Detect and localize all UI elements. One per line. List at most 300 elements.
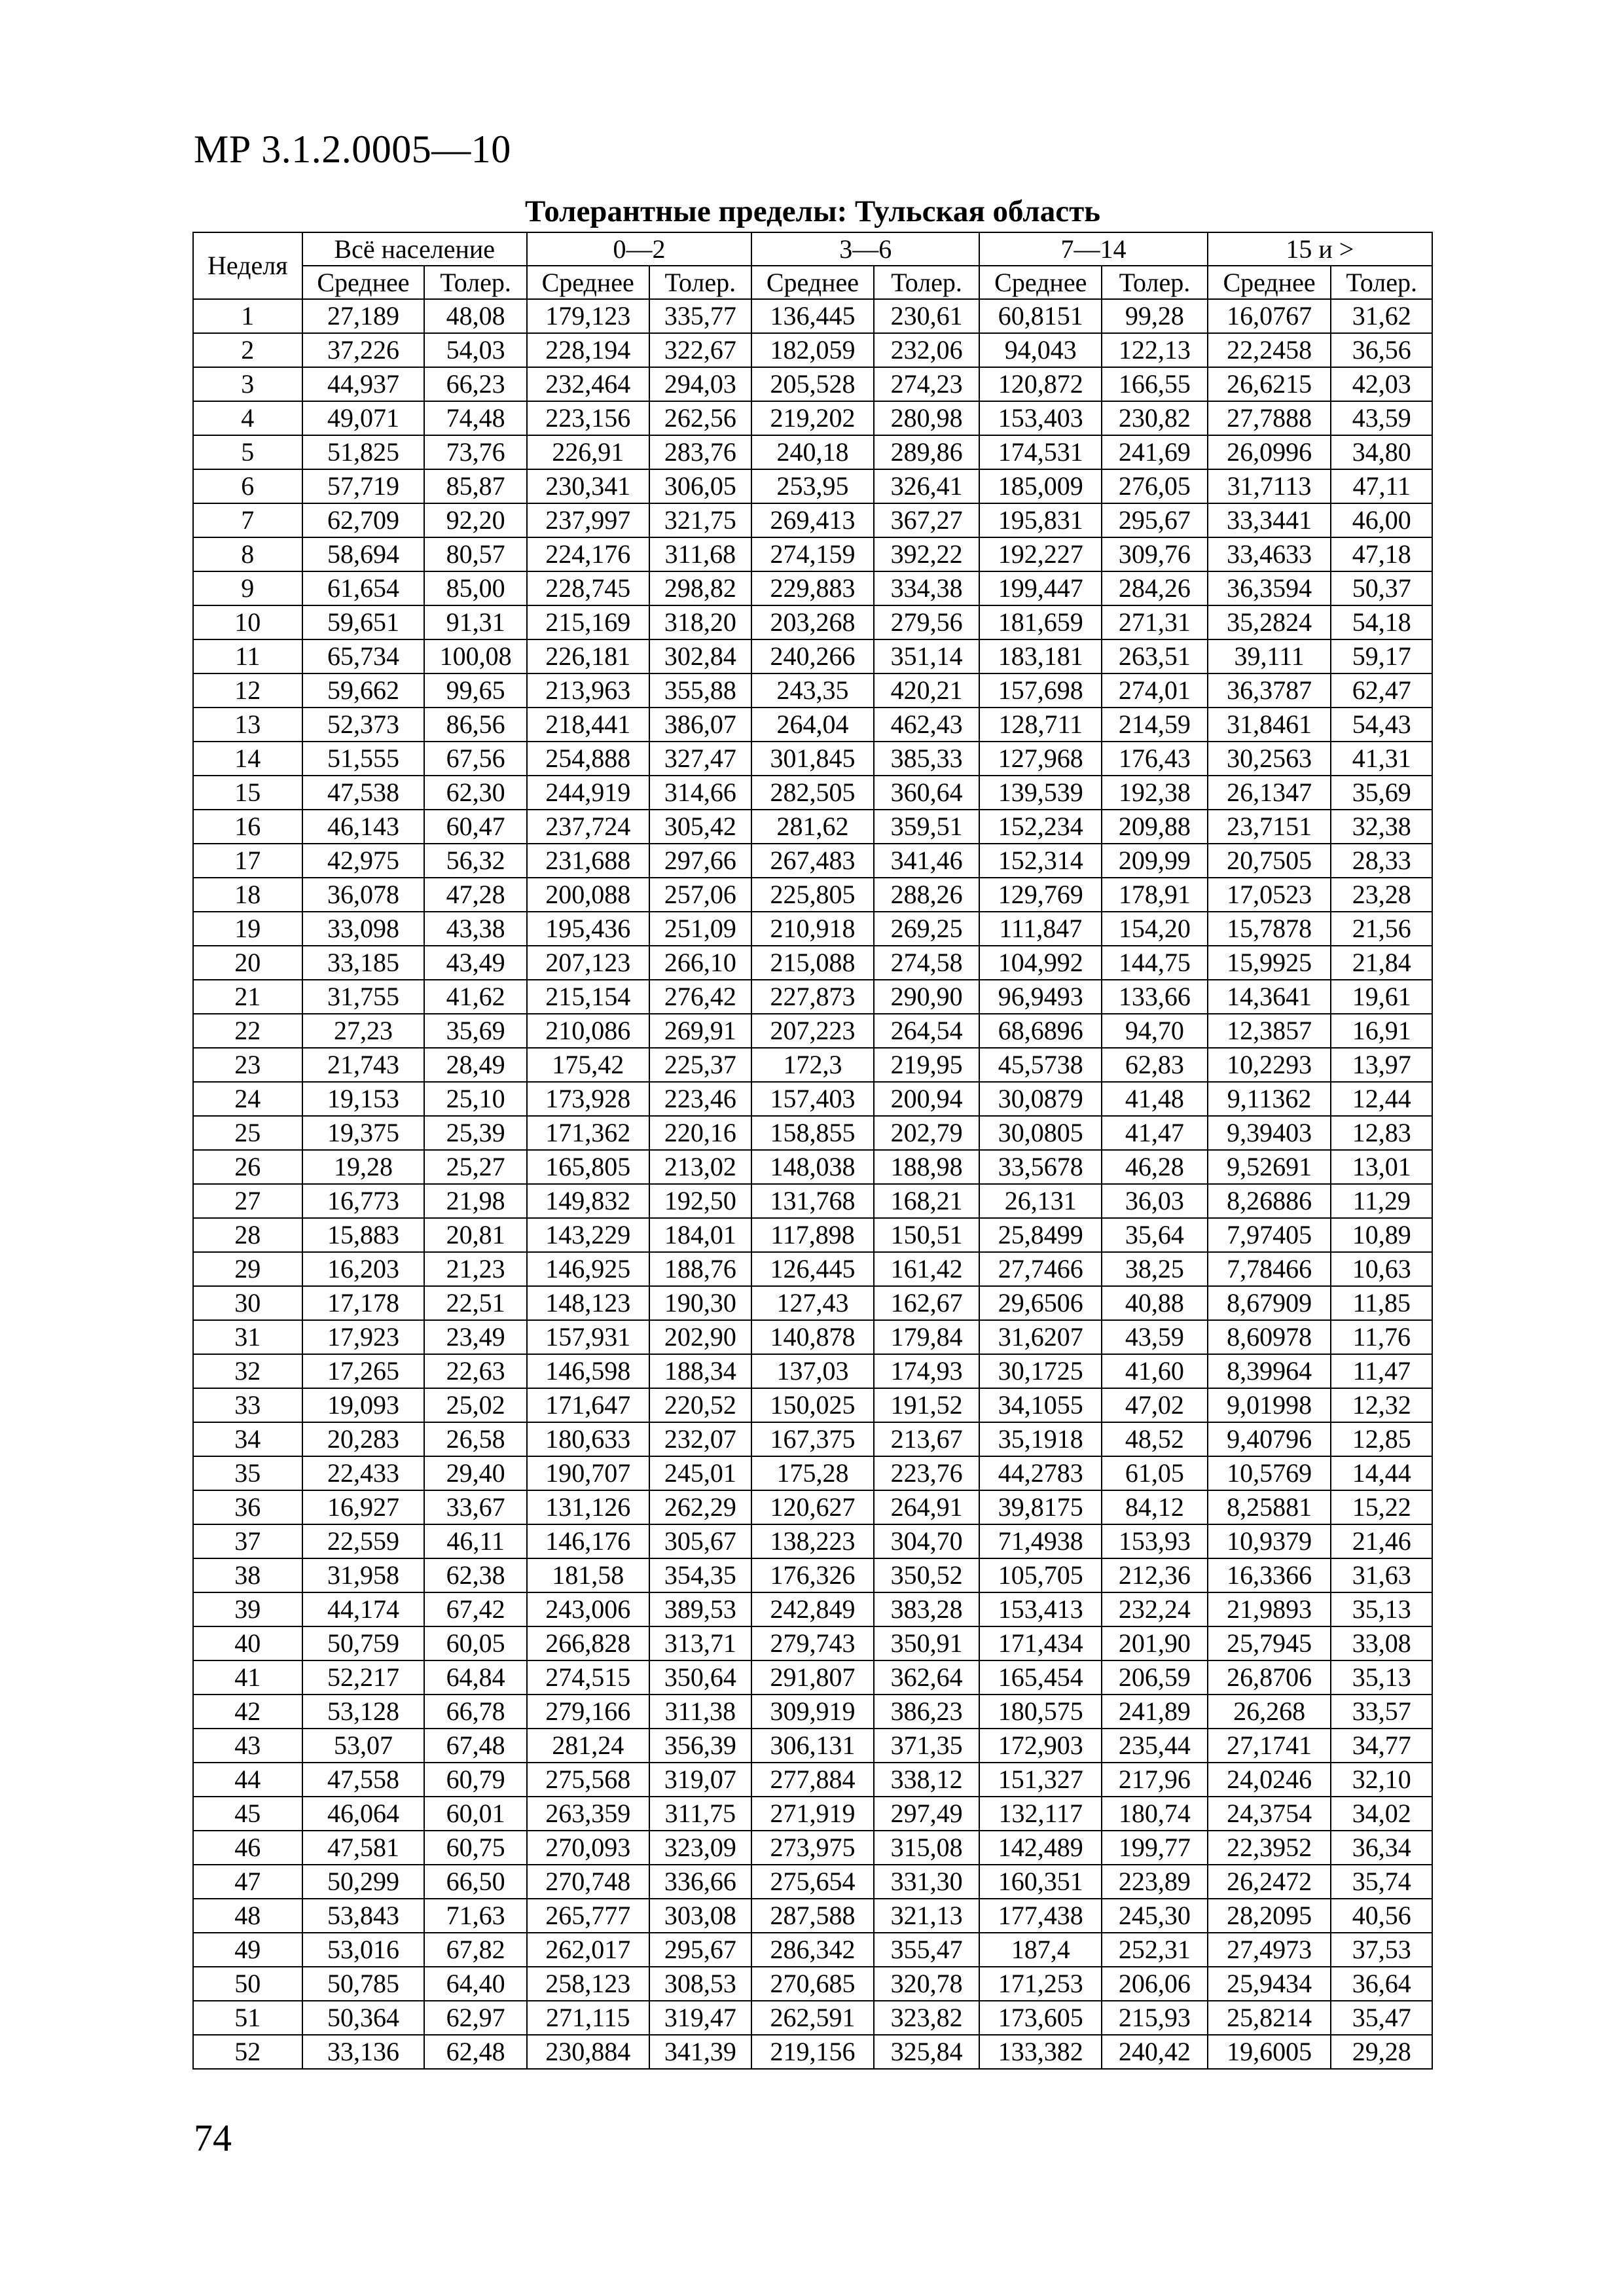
age-15-plus-mean-cell: 30,2563 xyxy=(1208,742,1331,776)
age-3-6-mean-cell: 240,18 xyxy=(751,435,874,469)
age-0-2-mean-cell: 171,362 xyxy=(527,1116,649,1150)
age-0-2-mean-cell: 230,341 xyxy=(527,469,649,503)
all-population-tolerance-cell: 20,81 xyxy=(424,1218,526,1252)
age-3-6-mean-cell: 140,878 xyxy=(751,1320,874,1354)
age-15-plus-tolerance-cell: 32,10 xyxy=(1331,1763,1432,1797)
age-3-6-mean-cell: 243,35 xyxy=(751,673,874,708)
age-0-2-tolerance-cell: 276,42 xyxy=(649,980,751,1014)
age-7-14-mean-cell: 129,769 xyxy=(979,878,1102,912)
all-population-tolerance-cell: 62,38 xyxy=(424,1558,526,1592)
age-0-2-mean-cell: 143,229 xyxy=(527,1218,649,1252)
age-7-14-mean-cell: 171,253 xyxy=(979,1967,1102,2001)
age-15-plus-mean-cell: 21,9893 xyxy=(1208,1592,1331,1626)
all-population-tolerance-cell: 60,75 xyxy=(424,1831,526,1865)
all-population-tolerance-cell: 25,27 xyxy=(424,1150,526,1184)
age-0-2-tolerance-cell: 311,38 xyxy=(649,1695,751,1729)
age-0-2-mean-cell: 171,647 xyxy=(527,1388,649,1422)
age-15-plus-tolerance-cell: 12,85 xyxy=(1331,1422,1432,1456)
age-7-14-mean-cell: 132,117 xyxy=(979,1797,1102,1831)
all-population-mean-cell: 59,662 xyxy=(302,673,425,708)
all-population-tolerance-cell: 91,31 xyxy=(424,605,526,639)
age-3-6-mean-cell: 309,919 xyxy=(751,1695,874,1729)
all-population-mean-cell: 44,937 xyxy=(302,367,425,401)
age-7-14-tolerance-cell: 199,77 xyxy=(1102,1831,1208,1865)
age-7-14-tolerance-cell: 201,90 xyxy=(1102,1626,1208,1660)
age-0-2-tolerance-cell: 266,10 xyxy=(649,946,751,980)
age-0-2-mean-cell: 271,115 xyxy=(527,2001,649,2035)
age-0-2-tolerance-cell: 305,67 xyxy=(649,1524,751,1558)
week-cell: 31 xyxy=(193,1320,302,1354)
age-0-2-mean-cell: 274,515 xyxy=(527,1660,649,1695)
age-3-6-mean-cell: 271,919 xyxy=(751,1797,874,1831)
week-cell: 43 xyxy=(193,1729,302,1763)
age-3-6-tolerance-cell: 274,58 xyxy=(874,946,980,980)
age-7-14-mean-cell: 172,903 xyxy=(979,1729,1102,1763)
age-0-2-mean-cell: 266,828 xyxy=(527,1626,649,1660)
age-15-plus-mean-cell: 25,7945 xyxy=(1208,1626,1331,1660)
age-3-6-tolerance-cell: 168,21 xyxy=(874,1184,980,1218)
age-15-plus-mean-cell: 8,39964 xyxy=(1208,1354,1331,1388)
table-row xyxy=(193,1422,1432,1456)
age-7-14-mean-cell: 195,831 xyxy=(979,503,1102,537)
age-0-2-tolerance-cell: 298,82 xyxy=(649,571,751,605)
age-3-6-mean-cell: 205,528 xyxy=(751,367,874,401)
age-15-plus-mean-cell: 25,8214 xyxy=(1208,2001,1331,2035)
week-cell: 29 xyxy=(193,1252,302,1286)
sub-header-tolerance: Толер. xyxy=(649,266,751,299)
all-population-tolerance-cell: 29,40 xyxy=(424,1456,526,1490)
age-0-2-tolerance-cell: 335,77 xyxy=(649,299,751,333)
age-7-14-mean-cell: 44,2783 xyxy=(979,1456,1102,1490)
age-7-14-tolerance-cell: 230,82 xyxy=(1102,401,1208,435)
week-cell: 18 xyxy=(193,878,302,912)
age-0-2-mean-cell: 213,963 xyxy=(527,673,649,708)
age-7-14-mean-cell: 30,0879 xyxy=(979,1082,1102,1116)
age-3-6-mean-cell: 127,43 xyxy=(751,1286,874,1320)
age-15-plus-tolerance-cell: 41,31 xyxy=(1331,742,1432,776)
age-15-plus-tolerance-cell: 21,46 xyxy=(1331,1524,1432,1558)
week-cell: 23 xyxy=(193,1048,302,1082)
age-15-plus-tolerance-cell: 33,57 xyxy=(1331,1695,1432,1729)
week-column-header: Неделя xyxy=(193,232,302,299)
all-population-tolerance-cell: 62,30 xyxy=(424,776,526,810)
age-15-plus-mean-cell: 26,8706 xyxy=(1208,1660,1331,1695)
age-3-6-tolerance-cell: 326,41 xyxy=(874,469,980,503)
all-population-tolerance-cell: 25,39 xyxy=(424,1116,526,1150)
all-population-tolerance-cell: 22,51 xyxy=(424,1286,526,1320)
all-population-tolerance-cell: 100,08 xyxy=(424,639,526,673)
page-number: 74 xyxy=(194,2117,232,2159)
all-population-mean-cell: 19,153 xyxy=(302,1082,425,1116)
age-0-2-tolerance-cell: 308,53 xyxy=(649,1967,751,2001)
age-0-2-tolerance-cell: 318,20 xyxy=(649,605,751,639)
table-row xyxy=(193,1695,1432,1729)
all-population-tolerance-cell: 67,42 xyxy=(424,1592,526,1626)
all-population-mean-cell: 53,843 xyxy=(302,1899,425,1933)
all-population-tolerance-cell: 67,48 xyxy=(424,1729,526,1763)
week-cell: 15 xyxy=(193,776,302,810)
age-15-plus-mean-cell: 36,3787 xyxy=(1208,673,1331,708)
all-population-mean-cell: 33,136 xyxy=(302,2035,425,2069)
sub-header-mean: Среднее xyxy=(979,266,1102,299)
age-3-6-mean-cell: 279,743 xyxy=(751,1626,874,1660)
age-3-6-tolerance-cell: 289,86 xyxy=(874,435,980,469)
week-cell: 38 xyxy=(193,1558,302,1592)
age-7-14-mean-cell: 34,1055 xyxy=(979,1388,1102,1422)
age-7-14-tolerance-cell: 153,93 xyxy=(1102,1524,1208,1558)
age-3-6-mean-cell: 172,3 xyxy=(751,1048,874,1082)
age-15-plus-mean-cell: 27,1741 xyxy=(1208,1729,1331,1763)
age-7-14-mean-cell: 151,327 xyxy=(979,1763,1102,1797)
age-7-14-tolerance-cell: 38,25 xyxy=(1102,1252,1208,1286)
week-cell: 27 xyxy=(193,1184,302,1218)
week-cell: 22 xyxy=(193,1014,302,1048)
age-0-2-tolerance-cell: 303,08 xyxy=(649,1899,751,1933)
age-0-2-tolerance-cell: 192,50 xyxy=(649,1184,751,1218)
all-population-mean-cell: 17,923 xyxy=(302,1320,425,1354)
all-population-mean-cell: 19,093 xyxy=(302,1388,425,1422)
age-7-14-mean-cell: 187,4 xyxy=(979,1933,1102,1967)
all-population-mean-cell: 27,189 xyxy=(302,299,425,333)
all-population-tolerance-cell: 35,69 xyxy=(424,1014,526,1048)
age-0-2-mean-cell: 148,123 xyxy=(527,1286,649,1320)
age-15-plus-tolerance-cell: 35,47 xyxy=(1331,2001,1432,2035)
age-0-2-mean-cell: 165,805 xyxy=(527,1150,649,1184)
age-7-14-tolerance-cell: 232,24 xyxy=(1102,1592,1208,1626)
all-population-mean-cell: 16,927 xyxy=(302,1490,425,1524)
all-population-mean-cell: 27,23 xyxy=(302,1014,425,1048)
table-row xyxy=(193,946,1432,980)
age-0-2-tolerance-cell: 350,64 xyxy=(649,1660,751,1695)
age-7-14-mean-cell: 96,9493 xyxy=(979,980,1102,1014)
age-7-14-tolerance-cell: 212,36 xyxy=(1102,1558,1208,1592)
age-3-6-mean-cell: 215,088 xyxy=(751,946,874,980)
age-15-plus-mean-cell: 8,25881 xyxy=(1208,1490,1331,1524)
all-population-tolerance-cell: 60,47 xyxy=(424,810,526,844)
age-0-2-tolerance-cell: 220,16 xyxy=(649,1116,751,1150)
age-0-2-tolerance-cell: 262,29 xyxy=(649,1490,751,1524)
table-title: Толерантные пределы: Тульская область xyxy=(524,194,1101,228)
age-0-2-tolerance-cell: 355,88 xyxy=(649,673,751,708)
age-7-14-tolerance-cell: 206,59 xyxy=(1102,1660,1208,1695)
age-7-14-tolerance-cell: 94,70 xyxy=(1102,1014,1208,1048)
all-population-tolerance-cell: 64,40 xyxy=(424,1967,526,2001)
age-15-plus-tolerance-cell: 36,64 xyxy=(1331,1967,1432,2001)
age-15-plus-mean-cell: 26,0996 xyxy=(1208,435,1331,469)
age-3-6-tolerance-cell: 162,67 xyxy=(874,1286,980,1320)
age-0-2-tolerance-cell: 188,34 xyxy=(649,1354,751,1388)
all-population-mean-cell: 15,883 xyxy=(302,1218,425,1252)
age-3-6-tolerance-cell: 304,70 xyxy=(874,1524,980,1558)
age-15-plus-tolerance-cell: 16,91 xyxy=(1331,1014,1432,1048)
age-3-6-mean-cell: 269,413 xyxy=(751,503,874,537)
age-15-plus-tolerance-cell: 14,44 xyxy=(1331,1456,1432,1490)
age-15-plus-mean-cell: 15,7878 xyxy=(1208,912,1331,946)
week-cell: 11 xyxy=(193,639,302,673)
age-3-6-tolerance-cell: 341,46 xyxy=(874,844,980,878)
age-0-2-tolerance-cell: 354,35 xyxy=(649,1558,751,1592)
age-0-2-mean-cell: 231,688 xyxy=(527,844,649,878)
age-7-14-tolerance-cell: 295,67 xyxy=(1102,503,1208,537)
age-0-2-mean-cell: 218,441 xyxy=(527,708,649,742)
age-3-6-tolerance-cell: 179,84 xyxy=(874,1320,980,1354)
tolerance-table xyxy=(192,232,1433,2070)
all-population-tolerance-cell: 60,05 xyxy=(424,1626,526,1660)
age-15-plus-mean-cell: 31,8461 xyxy=(1208,708,1331,742)
age-15-plus-tolerance-cell: 19,61 xyxy=(1331,980,1432,1014)
all-population-mean-cell: 47,558 xyxy=(302,1763,425,1797)
week-cell: 25 xyxy=(193,1116,302,1150)
age-7-14-tolerance-cell: 235,44 xyxy=(1102,1729,1208,1763)
age-15-plus-mean-cell: 15,9925 xyxy=(1208,946,1331,980)
week-cell: 45 xyxy=(193,1797,302,1831)
age-0-2-tolerance-cell: 319,47 xyxy=(649,2001,751,2035)
week-cell: 46 xyxy=(193,1831,302,1865)
age-0-2-mean-cell: 226,91 xyxy=(527,435,649,469)
age-7-14-mean-cell: 173,605 xyxy=(979,2001,1102,2035)
age-0-2-tolerance-cell: 295,67 xyxy=(649,1933,751,1967)
all-population-mean-cell: 44,174 xyxy=(302,1592,425,1626)
age-7-14-mean-cell: 30,0805 xyxy=(979,1116,1102,1150)
age-7-14-mean-cell: 160,351 xyxy=(979,1865,1102,1899)
age-0-2-tolerance-cell: 269,91 xyxy=(649,1014,751,1048)
all-population-mean-cell: 51,555 xyxy=(302,742,425,776)
group-header-age-7-14: 7—14 xyxy=(979,232,1207,266)
age-3-6-mean-cell: 242,849 xyxy=(751,1592,874,1626)
age-7-14-mean-cell: 30,1725 xyxy=(979,1354,1102,1388)
age-15-plus-mean-cell: 10,9379 xyxy=(1208,1524,1331,1558)
all-population-tolerance-cell: 62,97 xyxy=(424,2001,526,2035)
table-row xyxy=(193,1388,1432,1422)
age-15-plus-tolerance-cell: 10,63 xyxy=(1331,1252,1432,1286)
table-row xyxy=(193,776,1432,810)
week-cell: 51 xyxy=(193,2001,302,2035)
all-population-mean-cell: 37,226 xyxy=(302,333,425,367)
table-row xyxy=(193,639,1432,673)
table-row xyxy=(193,1082,1432,1116)
age-0-2-mean-cell: 270,093 xyxy=(527,1831,649,1865)
all-population-tolerance-cell: 43,38 xyxy=(424,912,526,946)
all-population-tolerance-cell: 74,48 xyxy=(424,401,526,435)
age-3-6-tolerance-cell: 230,61 xyxy=(874,299,980,333)
age-7-14-tolerance-cell: 206,06 xyxy=(1102,1967,1208,2001)
age-3-6-tolerance-cell: 264,91 xyxy=(874,1490,980,1524)
week-cell: 17 xyxy=(193,844,302,878)
age-15-plus-tolerance-cell: 21,56 xyxy=(1331,912,1432,946)
age-3-6-mean-cell: 287,588 xyxy=(751,1899,874,1933)
age-3-6-mean-cell: 219,202 xyxy=(751,401,874,435)
age-0-2-mean-cell: 263,359 xyxy=(527,1797,649,1831)
group-header-age-3-6: 3—6 xyxy=(751,232,979,266)
age-15-plus-tolerance-cell: 34,80 xyxy=(1331,435,1432,469)
age-3-6-tolerance-cell: 315,08 xyxy=(874,1831,980,1865)
age-7-14-tolerance-cell: 61,05 xyxy=(1102,1456,1208,1490)
table-row xyxy=(193,299,1432,333)
age-3-6-mean-cell: 203,268 xyxy=(751,605,874,639)
age-3-6-tolerance-cell: 320,78 xyxy=(874,1967,980,2001)
age-15-plus-mean-cell: 33,3441 xyxy=(1208,503,1331,537)
age-7-14-mean-cell: 171,434 xyxy=(979,1626,1102,1660)
age-3-6-mean-cell: 136,445 xyxy=(751,299,874,333)
age-0-2-mean-cell: 149,832 xyxy=(527,1184,649,1218)
all-population-mean-cell: 42,975 xyxy=(302,844,425,878)
all-population-mean-cell: 46,064 xyxy=(302,1797,425,1831)
age-3-6-tolerance-cell: 264,54 xyxy=(874,1014,980,1048)
all-population-tolerance-cell: 41,62 xyxy=(424,980,526,1014)
age-0-2-tolerance-cell: 327,47 xyxy=(649,742,751,776)
all-population-tolerance-cell: 80,57 xyxy=(424,537,526,571)
age-15-plus-mean-cell: 27,4973 xyxy=(1208,1933,1331,1967)
all-population-mean-cell: 51,825 xyxy=(302,435,425,469)
age-15-plus-mean-cell: 24,0246 xyxy=(1208,1763,1331,1797)
age-0-2-mean-cell: 215,169 xyxy=(527,605,649,639)
table-row xyxy=(193,605,1432,639)
age-3-6-mean-cell: 262,591 xyxy=(751,2001,874,2035)
all-population-mean-cell: 17,178 xyxy=(302,1286,425,1320)
age-15-plus-tolerance-cell: 54,18 xyxy=(1331,605,1432,639)
age-3-6-mean-cell: 148,038 xyxy=(751,1150,874,1184)
age-7-14-mean-cell: 26,131 xyxy=(979,1184,1102,1218)
age-3-6-tolerance-cell: 161,42 xyxy=(874,1252,980,1286)
age-15-plus-tolerance-cell: 12,83 xyxy=(1331,1116,1432,1150)
table-row xyxy=(193,571,1432,605)
age-15-plus-mean-cell: 9,39403 xyxy=(1208,1116,1331,1150)
table-row xyxy=(193,1252,1432,1286)
week-cell: 9 xyxy=(193,571,302,605)
all-population-mean-cell: 50,759 xyxy=(302,1626,425,1660)
age-3-6-mean-cell: 227,873 xyxy=(751,980,874,1014)
all-population-tolerance-cell: 67,82 xyxy=(424,1933,526,1967)
all-population-tolerance-cell: 66,23 xyxy=(424,367,526,401)
age-15-plus-tolerance-cell: 50,37 xyxy=(1331,571,1432,605)
age-7-14-tolerance-cell: 178,91 xyxy=(1102,878,1208,912)
sub-header-tolerance: Толер. xyxy=(424,266,526,299)
age-7-14-mean-cell: 183,181 xyxy=(979,639,1102,673)
age-3-6-mean-cell: 219,156 xyxy=(751,2035,874,2069)
age-3-6-tolerance-cell: 274,23 xyxy=(874,367,980,401)
age-7-14-mean-cell: 153,403 xyxy=(979,401,1102,435)
age-0-2-tolerance-cell: 190,30 xyxy=(649,1286,751,1320)
table-row xyxy=(193,742,1432,776)
age-15-plus-mean-cell: 26,1347 xyxy=(1208,776,1331,810)
age-0-2-mean-cell: 215,154 xyxy=(527,980,649,1014)
age-7-14-tolerance-cell: 166,55 xyxy=(1102,367,1208,401)
age-7-14-tolerance-cell: 41,60 xyxy=(1102,1354,1208,1388)
all-population-mean-cell: 46,143 xyxy=(302,810,425,844)
age-0-2-mean-cell: 157,931 xyxy=(527,1320,649,1354)
document-header: МР 3.1.2.0005—10 xyxy=(194,128,511,171)
age-3-6-tolerance-cell: 386,23 xyxy=(874,1695,980,1729)
all-population-tolerance-cell: 85,87 xyxy=(424,469,526,503)
all-population-tolerance-cell: 67,56 xyxy=(424,742,526,776)
age-7-14-mean-cell: 71,4938 xyxy=(979,1524,1102,1558)
age-15-plus-tolerance-cell: 15,22 xyxy=(1331,1490,1432,1524)
all-population-tolerance-cell: 21,23 xyxy=(424,1252,526,1286)
age-7-14-tolerance-cell: 35,64 xyxy=(1102,1218,1208,1252)
age-7-14-mean-cell: 25,8499 xyxy=(979,1218,1102,1252)
age-0-2-mean-cell: 258,123 xyxy=(527,1967,649,2001)
all-population-mean-cell: 36,078 xyxy=(302,878,425,912)
age-15-plus-tolerance-cell: 13,01 xyxy=(1331,1150,1432,1184)
age-0-2-mean-cell: 131,126 xyxy=(527,1490,649,1524)
age-15-plus-mean-cell: 28,2095 xyxy=(1208,1899,1331,1933)
table-row xyxy=(193,2001,1432,2035)
table-row xyxy=(193,810,1432,844)
age-15-plus-mean-cell: 9,01998 xyxy=(1208,1388,1331,1422)
age-3-6-mean-cell: 117,898 xyxy=(751,1218,874,1252)
age-0-2-mean-cell: 207,123 xyxy=(527,946,649,980)
age-0-2-mean-cell: 210,086 xyxy=(527,1014,649,1048)
age-7-14-tolerance-cell: 271,31 xyxy=(1102,605,1208,639)
age-3-6-tolerance-cell: 350,91 xyxy=(874,1626,980,1660)
age-0-2-mean-cell: 180,633 xyxy=(527,1422,649,1456)
table-row xyxy=(193,1286,1432,1320)
age-7-14-mean-cell: 192,227 xyxy=(979,537,1102,571)
age-7-14-tolerance-cell: 209,99 xyxy=(1102,844,1208,878)
sub-header-mean: Среднее xyxy=(1208,266,1331,299)
age-3-6-tolerance-cell: 200,94 xyxy=(874,1082,980,1116)
table-row xyxy=(193,2035,1432,2069)
table-body xyxy=(193,299,1432,2069)
age-0-2-mean-cell: 146,176 xyxy=(527,1524,649,1558)
age-15-plus-tolerance-cell: 12,32 xyxy=(1331,1388,1432,1422)
all-population-tolerance-cell: 54,03 xyxy=(424,333,526,367)
age-7-14-tolerance-cell: 240,42 xyxy=(1102,2035,1208,2069)
week-cell: 52 xyxy=(193,2035,302,2069)
age-0-2-mean-cell: 243,006 xyxy=(527,1592,649,1626)
age-15-plus-mean-cell: 20,7505 xyxy=(1208,844,1331,878)
age-0-2-tolerance-cell: 294,03 xyxy=(649,367,751,401)
age-15-plus-tolerance-cell: 35,74 xyxy=(1331,1865,1432,1899)
age-3-6-mean-cell: 264,04 xyxy=(751,708,874,742)
week-cell: 6 xyxy=(193,469,302,503)
all-population-tolerance-cell: 99,65 xyxy=(424,673,526,708)
age-3-6-tolerance-cell: 174,93 xyxy=(874,1354,980,1388)
age-3-6-tolerance-cell: 279,56 xyxy=(874,605,980,639)
age-7-14-mean-cell: 45,5738 xyxy=(979,1048,1102,1082)
age-7-14-tolerance-cell: 41,47 xyxy=(1102,1116,1208,1150)
all-population-tolerance-cell: 48,08 xyxy=(424,299,526,333)
all-population-tolerance-cell: 71,63 xyxy=(424,1899,526,1933)
age-3-6-mean-cell: 207,223 xyxy=(751,1014,874,1048)
age-7-14-tolerance-cell: 274,01 xyxy=(1102,673,1208,708)
all-population-mean-cell: 16,203 xyxy=(302,1252,425,1286)
table-row xyxy=(193,1831,1432,1865)
all-population-mean-cell: 31,958 xyxy=(302,1558,425,1592)
age-7-14-mean-cell: 199,447 xyxy=(979,571,1102,605)
week-cell: 42 xyxy=(193,1695,302,1729)
age-7-14-mean-cell: 133,382 xyxy=(979,2035,1102,2069)
table-row xyxy=(193,1456,1432,1490)
age-0-2-mean-cell: 281,24 xyxy=(527,1729,649,1763)
age-15-plus-mean-cell: 26,268 xyxy=(1208,1695,1331,1729)
age-7-14-tolerance-cell: 309,76 xyxy=(1102,537,1208,571)
age-0-2-mean-cell: 195,436 xyxy=(527,912,649,946)
age-7-14-mean-cell: 180,575 xyxy=(979,1695,1102,1729)
age-3-6-tolerance-cell: 338,12 xyxy=(874,1763,980,1797)
age-0-2-mean-cell: 228,745 xyxy=(527,571,649,605)
age-0-2-mean-cell: 237,997 xyxy=(527,503,649,537)
age-0-2-mean-cell: 224,176 xyxy=(527,537,649,571)
age-0-2-tolerance-cell: 184,01 xyxy=(649,1218,751,1252)
age-3-6-tolerance-cell: 219,95 xyxy=(874,1048,980,1082)
age-7-14-mean-cell: 68,6896 xyxy=(979,1014,1102,1048)
age-15-plus-mean-cell: 8,26886 xyxy=(1208,1184,1331,1218)
table-header xyxy=(193,232,1432,299)
table-row xyxy=(193,878,1432,912)
age-0-2-mean-cell: 146,598 xyxy=(527,1354,649,1388)
table-row xyxy=(193,1150,1432,1184)
